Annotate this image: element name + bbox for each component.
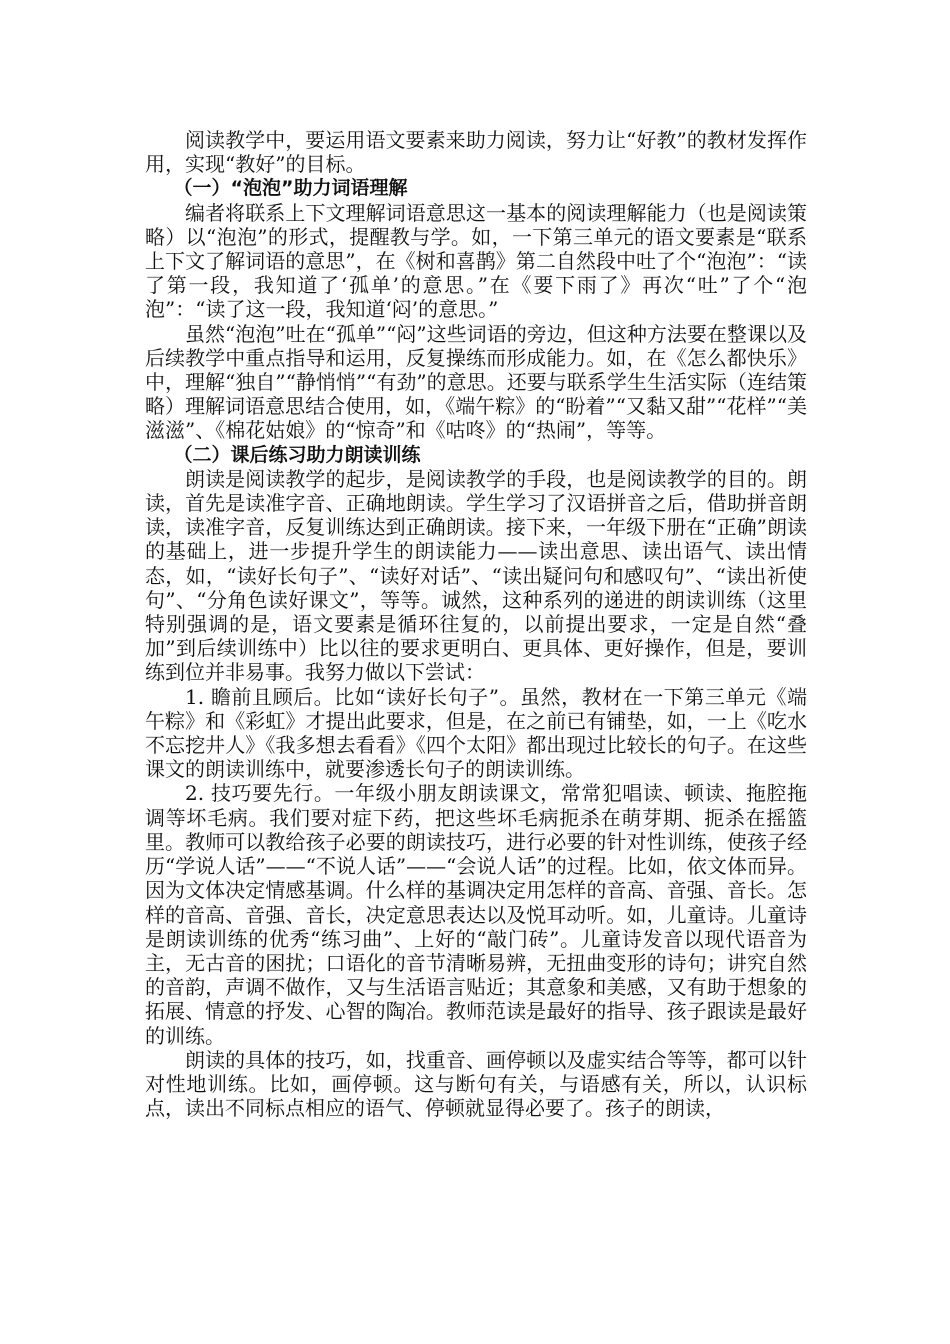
paragraph-item-1: 1. 瞻前且顾后。比如“读好长句子”。虽然，教材在一下第三单元《端午粽》和《彩虹》才提出此要求，但是，在之前已有铺垫，如，一上《吃水不忘挖井人》《我多想去看看》《四个太阳》都出现过比较长的句子。在这些课文的朗读训练中，就要渗透长句子的朗读训练。	[145, 684, 807, 782]
paragraph-intro: 阅读教学中，要运用语文要素来助力阅读，努力让“好教”的教材发挥作用，实现“教好”的目标。	[145, 128, 807, 177]
document-body	[145, 128, 807, 1120]
paragraph-reading-aloud: 朗读是阅读教学的起步，是阅读教学的手段，也是阅读教学的目的。朗读，首先是读准字音、正确地朗读。学生学习了汉语拼音之后，借助拼音朗读，读准字音，反复训练达到正确朗读。接下来，一年级下册在“正确”朗读的基础上，进一步提升学生的朗读能力——读出意思、读出语气、读出情态，如，“读好长句子”、“读好对话”、“读出疑问句和感叹句”、“读出祈使句”、“分角色读好课文”，等等。诚然，这种系列的递进的朗读训练（这里特别强调的是，语文要素是循环往复的，以前提出要求，一定是自然“叠加”到后续训练中）比以往的要求更明白、更具体、更好操作，但是，要训练到位并非易事。我努力做以下尝试：	[145, 466, 807, 685]
paragraph-item-2: 2. 技巧要先行。一年级小朋友朗读课文，常常犯唱读、顿读、拖腔拖调等坏毛病。我们要对症下药，把这些坏毛病扼杀在萌芽期、扼杀在摇篮里。教师可以教给孩子必要的朗读技巧，进行必要的针对性训练，使孩子经历“学说人话”——“不说人话”——“会说人话”的过程。比如，依文体而异。因为文体决定情感基调。什么样的基调决定用怎样的音高、音强、音长。怎样的音高、音强、音长，决定意思表达以及悦耳动听。如，儿童诗。儿童诗是朗读训练的优秀“练习曲”、上好的“敲门砖”。儿童诗发音以现代语音为主，无古音的困扰；口语化的音节清晰易辨，无扭曲变形的诗句；讲究自然的音韵，声调不做作，又与生活语言贴近；其意象和美感，又有助于想象的拓展、情意的抒发、心智的陶冶。教师范读是最好的指导、孩子跟读是最好的训练。	[145, 781, 807, 1048]
paragraph-techniques: 朗读的具体的技巧，如，找重音、画停顿以及虚实结合等等，都可以针对性地训练。比如，画停顿。这与断句有关，与语感有关，所以，认识标点，读出不同标点相应的语气、停顿就显得必要了。孩子的朗读，	[145, 1047, 807, 1121]
section-heading-2: （二）课后练习助力朗读训练	[173, 443, 421, 466]
paragraph-bubble-intro: 编者将联系上下文理解词语意思这一基本的阅读理解能力（也是阅读策略）以“泡泡”的形式，提醒教与学。如，一下第三单元的语文要素是“联系上下文了解词语的意思”，在《树和喜鹊》第二自然段中吐了个“泡泡”：“读了第一段，我知道了‘孤单’的意思。”在《要下雨了》再次“吐”了个“泡泡”：“读了这一段，我知道‘闷’的意思。”	[145, 200, 807, 322]
section-heading-1: （一）“泡泡”助力词语理解	[173, 177, 408, 200]
paragraph-bubble-practice: 虽然“泡泡”吐在“孤单”“闷”这些词语的旁边，但这种方法要在整课以及后续教学中重点指导和运用，反复操练而形成能力。如，在《怎么都快乐》中，理解“独自”“静悄悄”“有劲”的意思。还要与联系学生生活实际（连结策略）理解词语意思结合使用，如，《端午粽》的“盼着”“又黏又甜”“花样”“美滋滋”、《棉花姑娘》的“惊奇”和《咕咚》的“热闹”，等等。	[145, 321, 807, 443]
